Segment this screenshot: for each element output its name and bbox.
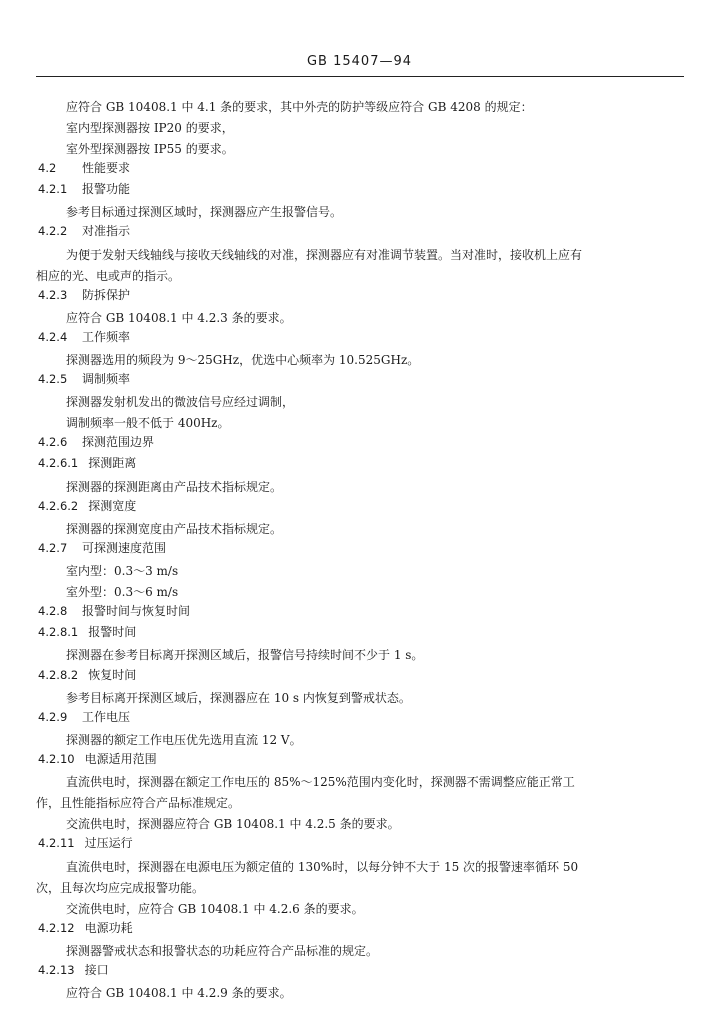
section-heading bbox=[38, 625, 136, 639]
body-text-line: 探测器的额定工作电压优先选用直流 12 V。 bbox=[66, 733, 302, 747]
section-title: 工作频率 bbox=[82, 330, 131, 344]
section-heading bbox=[38, 541, 166, 555]
section-title: 过压运行 bbox=[84, 836, 133, 850]
section-heading bbox=[38, 435, 154, 449]
section-heading bbox=[38, 963, 109, 977]
section-title: 探测距离 bbox=[88, 456, 137, 470]
body-text-line: 室内型：0.3～3 m/s bbox=[66, 564, 179, 578]
section-number: 4.2.9 bbox=[38, 710, 68, 724]
section-heading bbox=[38, 182, 130, 196]
section-title: 接口 bbox=[84, 963, 109, 977]
section-number: 4.2.4 bbox=[38, 330, 68, 344]
section-number: 4.2.10 bbox=[38, 752, 75, 766]
body-text-line: 室外型：0.3～6 m/s bbox=[66, 585, 179, 599]
section-heading bbox=[38, 604, 190, 618]
section-title: 报警时间与恢复时间 bbox=[82, 604, 191, 618]
section-number: 4.2.6.2 bbox=[38, 499, 79, 513]
body-text-line: 相应的光、电或声的指示。 bbox=[36, 269, 181, 283]
body-text-line: 参考目标离开探测区域后，探测器应在 10 s 内恢复到警戒状态。 bbox=[66, 691, 411, 705]
section-title: 报警功能 bbox=[82, 182, 131, 196]
section-number: 4.2.7 bbox=[38, 541, 68, 555]
section-heading bbox=[38, 161, 130, 175]
section-number: 4.2.11 bbox=[38, 836, 75, 850]
body-text-line: 探测器在参考目标离开探测区域后，报警信号持续时间不少于 1 s。 bbox=[66, 648, 424, 662]
section-number: 4.2.6 bbox=[38, 435, 68, 449]
section-title: 可探测速度范围 bbox=[82, 541, 167, 555]
section-title: 工作电压 bbox=[82, 710, 131, 724]
section-title: 对准指示 bbox=[82, 224, 131, 238]
body-text-line: 交流供电时，探测器应符合 GB 10408.1 中 4.2.5 条的要求。 bbox=[66, 817, 400, 831]
section-number: 4.2.2 bbox=[38, 224, 68, 238]
section-number: 4.2.12 bbox=[38, 921, 75, 935]
section-heading bbox=[38, 499, 136, 513]
section-number: 4.2.13 bbox=[38, 963, 75, 977]
section-heading bbox=[38, 668, 136, 682]
section-heading bbox=[38, 372, 130, 386]
body-text-line: 探测器警戒状态和报警状态的功耗应符合产品标准的规定。 bbox=[66, 944, 379, 958]
page-header-standard-code: GB 15407—94 bbox=[306, 54, 413, 69]
section-title: 恢复时间 bbox=[88, 668, 137, 682]
section-heading bbox=[38, 752, 157, 766]
section-number: 4.2.6.1 bbox=[38, 456, 79, 470]
body-text-line: 作，且性能指标应符合产品标准规定。 bbox=[36, 796, 241, 810]
body-text-line: 直流供电时，探测器在电源电压为额定值的 130%时，以每分钟不大于 15 次的报警速率循环 50 bbox=[66, 860, 579, 874]
section-title: 电源功耗 bbox=[84, 921, 133, 935]
section-number: 4.2.1 bbox=[38, 182, 68, 196]
section-number: 4.2 bbox=[38, 161, 57, 175]
section-title: 防拆保护 bbox=[82, 288, 131, 302]
body-text-line: 次，且每次均应完成报警功能。 bbox=[36, 881, 205, 895]
body-text-line: 探测器选用的频段为 9～25GHz，优选中心频率为 10.525GHz。 bbox=[66, 353, 420, 367]
section-title: 性能要求 bbox=[82, 161, 131, 175]
section-title: 调制频率 bbox=[82, 372, 131, 386]
section-number: 4.2.8.1 bbox=[38, 625, 79, 639]
body-text-line: 为便于发射天线轴线与接收天线轴线的对准，探测器应有对准调节装置。当对准时，接收机上应有 bbox=[66, 248, 583, 262]
section-number: 4.2.5 bbox=[38, 372, 68, 386]
section-heading bbox=[38, 288, 130, 302]
section-title: 电源适用范围 bbox=[84, 752, 157, 766]
section-heading bbox=[38, 710, 130, 724]
section-title: 探测宽度 bbox=[88, 499, 137, 513]
body-text-line: 探测器发射机发出的微波信号应经过调制， bbox=[66, 395, 295, 409]
header-rule bbox=[36, 76, 684, 77]
body-text-line: 直流供电时，探测器在额定工作电压的 85%～125%范围内变化时，探测器不需调整应能正常工 bbox=[66, 775, 575, 789]
section-number: 4.2.8.2 bbox=[38, 668, 79, 682]
section-heading bbox=[38, 921, 133, 935]
section-number: 4.2.8 bbox=[38, 604, 68, 618]
body-text-line: 应符合 GB 10408.1 中 4.1 条的要求，其中外壳的防护等级应符合 GB 4208 的规定： bbox=[66, 100, 533, 114]
body-text-line: 交流供电时，应符合 GB 10408.1 中 4.2.6 条的要求。 bbox=[66, 902, 364, 916]
body-text-line: 室外型探测器按 IP55 的要求。 bbox=[66, 142, 234, 156]
section-heading bbox=[38, 456, 136, 470]
section-heading bbox=[38, 330, 130, 344]
body-text-line: 参考目标通过探测区域时，探测器应产生报警信号。 bbox=[66, 205, 343, 219]
section-heading bbox=[38, 836, 133, 850]
section-heading bbox=[38, 224, 130, 238]
body-text-line: 应符合 GB 10408.1 中 4.2.3 条的要求。 bbox=[66, 311, 292, 325]
body-text-line: 探测器的探测距离由产品技术指标规定。 bbox=[66, 480, 283, 494]
body-text-line: 应符合 GB 10408.1 中 4.2.9 条的要求。 bbox=[66, 986, 292, 1000]
section-number: 4.2.3 bbox=[38, 288, 68, 302]
section-title: 探测范围边界 bbox=[82, 435, 155, 449]
body-text-line: 室内型探测器按 IP20 的要求， bbox=[66, 121, 234, 135]
body-text-line: 调制频率一般不低于 400Hz。 bbox=[66, 416, 230, 430]
body-text-line: 探测器的探测宽度由产品技术指标规定。 bbox=[66, 522, 283, 536]
section-title: 报警时间 bbox=[88, 625, 137, 639]
